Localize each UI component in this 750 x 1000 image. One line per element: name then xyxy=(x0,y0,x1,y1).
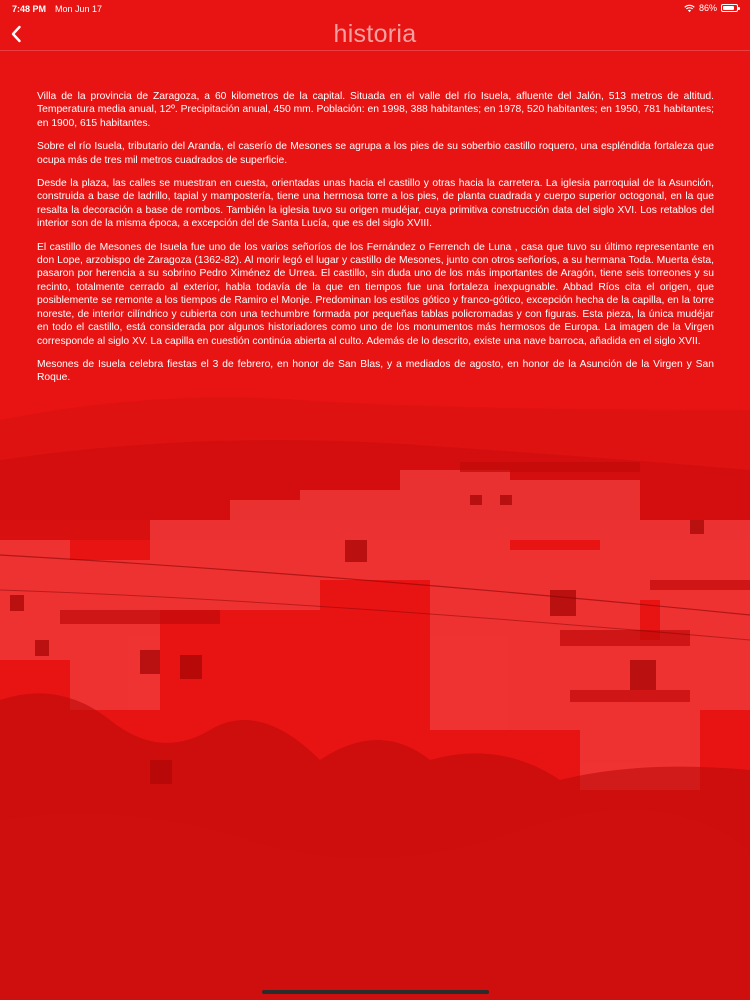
battery-percent: 86% xyxy=(698,3,717,13)
navigation-bar xyxy=(0,18,750,51)
page-title: historia xyxy=(333,20,417,48)
paragraph-castle: El castillo de Mesones de Isuela fue uno de los varios señoríos de los Fernández o Ferrench de Luna , casa que tuvo su último representante en don Lope, arzobispo de Zaragoza (1362-82). Al morir legó el lugar y castillo de Mesones, junto con otros señoríos, a su hermana Toda. Muerta ésta, pasaron por herencia a su sobrino Pedro Ximénez de Urrea. El castillo, sin duda uno de los más importantes de Aragón, tiene seis torreones y su recinto, totalmente cerrado al exterior, habla todavía de la que en tiempos fue una fortaleza inexpugnable. Abbad Ríos cita el origen, que posiblemente se remonte a los tiempos de Ramiro el Monje. Predominan los estilos gótico y franco-gótico, excepción hecha de la capilla, en la torre noreste, de interior cilíndrico y cubierta con una techumbre formada por pequeñas tablas policromadas y con figuras. Esta pieza, la única mudéjar en todo el castillo, está considerada por algunos historiadores como uno de los monumentos más hermosos de Europa. La imagen de la Virgen corresponde al siglo XV. La capilla en cuestión continúa abierta al culto. Además de lo descrito, existe una nave barroca, añadida en el siglo XVII. xyxy=(37,241,714,347)
battery-icon xyxy=(721,4,738,12)
wifi-icon xyxy=(684,4,695,13)
status-indicators xyxy=(684,3,738,13)
status-bar xyxy=(0,0,750,18)
history-text xyxy=(37,90,714,395)
home-indicator[interactable] xyxy=(262,990,489,994)
paragraph-festivities: Mesones de Isuela celebra fiestas el 3 de febrero, en honor de San Blas, y a mediados de agosto, en honor de la Asunción de la Virgen y San Roque. xyxy=(37,358,714,384)
battery-fill xyxy=(723,6,734,10)
status-time: 7:48 PM xyxy=(12,4,47,14)
paragraph-location: Villa de la provincia de Zaragoza, a 60 kilometros de la capital. Situada en el valle del río Isuela, afluente del Jalón, 513 metros de altitud. Temperatura media anual, 12º. Precipitación anual, 450 mm. Población: en 1998, 388 habitantes; en 1978, 520 habitantes; en 1950, 781 habitantes; en 1900, 615 habitantes. xyxy=(37,91,714,129)
status-date: Mon Jun 17 xyxy=(55,4,103,14)
paragraph-church: Desde la plaza, las calles se muestran en cuesta, orientadas unas hacia el castillo y otras hacia la carretera. La iglesia parroquial de la Asunción, construida a base de ladrillo, tapial y mampostería, tiene una hermosa torre a los pies, de planta cuadrada y cuerpo superior octogonal, en la que resalta la decoración a base de rombos. También la iglesia tuvo su origen mudéjar, cuya primitiva construcción data del siglo XVI. Los retablos del interior son de la misma época, a excepción del de Santa Lucía, que es del siglo XVIII. xyxy=(37,178,714,230)
paragraph-village: Sobre el río Isuela, tributario del Aranda, el caserío de Mesones se agrupa a los pies de su soberbio castillo roquero, una espléndida fortaleza que ocupa más de tres mil metros cuadrados de superficie. xyxy=(37,141,714,166)
